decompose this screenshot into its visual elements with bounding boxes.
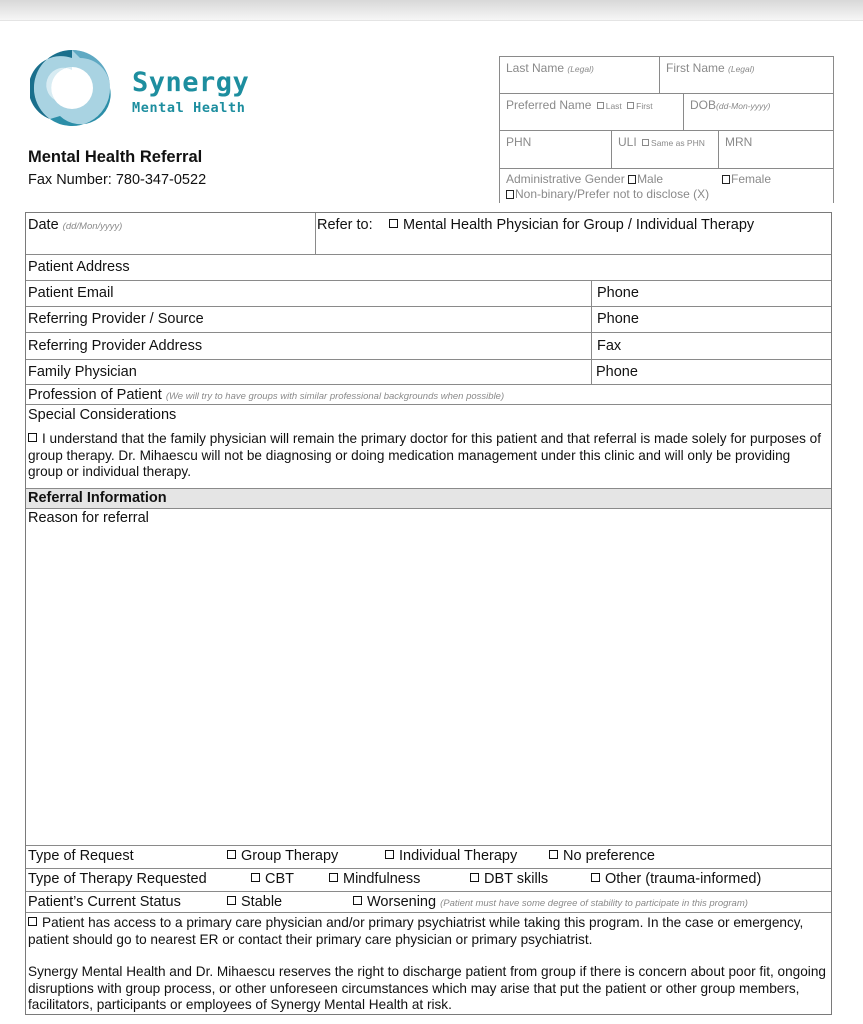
pref-last-checkbox[interactable] (597, 102, 604, 109)
gender-label: Administrative Gender Male (506, 172, 664, 186)
gender-nonbinary-checkbox[interactable] (506, 190, 514, 199)
other-option[interactable]: Other (trauma-informed) (591, 871, 761, 888)
brand-subtitle: Mental Health (132, 100, 246, 116)
mindfulness-option[interactable]: Mindfulness (329, 871, 420, 888)
mrn-field[interactable]: MRN (725, 135, 753, 149)
understand-statement: I understand that the family physician will remain the primary doctor for this patient and that referral is made solely for purposes of group therapy. Dr. Mihaescu will not be diagnosing or doing medication management under this clinic and will only be providing group or individual therapy. (28, 431, 821, 480)
stable-checkbox[interactable] (227, 896, 236, 905)
gender-male-checkbox[interactable] (628, 175, 636, 184)
patient-phone-field[interactable]: Phone (597, 285, 639, 301)
other-checkbox[interactable] (591, 873, 600, 882)
refer-checkbox[interactable] (389, 219, 398, 228)
physician-phone-field[interactable]: Phone (596, 364, 638, 380)
pref-first-checkbox[interactable] (627, 102, 634, 109)
brand-name: Synergy (132, 67, 250, 98)
provider-fax-field[interactable]: Fax (597, 338, 622, 354)
group-therapy-checkbox[interactable] (227, 850, 236, 859)
cbt-checkbox[interactable] (251, 873, 260, 882)
last-name-field[interactable]: Last Name (Legal) (506, 61, 594, 75)
access-checkbox[interactable] (28, 917, 37, 926)
referring-provider-field[interactable]: Referring Provider / Source (28, 311, 204, 327)
viewer-top-bar (0, 0, 863, 21)
current-status-label: Patient’s Current Status (28, 894, 181, 910)
provider-phone-field[interactable]: Phone (597, 311, 639, 327)
individual-therapy-option[interactable]: Individual Therapy (385, 848, 517, 865)
first-name-field[interactable]: First Name (Legal) (666, 61, 755, 75)
page-title: Mental Health Referral (28, 148, 203, 166)
refer-option[interactable]: Mental Health Physician for Group / Individual Therapy (389, 217, 754, 234)
referral-info-header: Referral Information (26, 489, 831, 508)
patient-email-field[interactable]: Patient Email (28, 285, 114, 301)
preferred-name-field[interactable]: Preferred Name Last First (506, 98, 653, 112)
dbt-checkbox[interactable] (470, 873, 479, 882)
understand-checkbox[interactable] (28, 433, 37, 442)
gender-female-checkbox[interactable] (722, 175, 730, 184)
gender-nonbinary-option[interactable]: Non-binary/Prefer not to disclose (X) (506, 187, 709, 201)
dob-field[interactable]: DOB(dd-Mon-yyyy) (690, 98, 771, 112)
dbt-option[interactable]: DBT skills (470, 871, 548, 888)
special-considerations-label: Special Considerations (28, 407, 177, 423)
referring-address-field[interactable]: Referring Provider Address (28, 338, 203, 354)
individual-therapy-checkbox[interactable] (385, 850, 394, 859)
profession-field[interactable]: Profession of Patient (We will try to have groups with similar professional backgrounds when possible) (28, 387, 505, 403)
cbt-option[interactable]: CBT (251, 871, 294, 888)
date-field[interactable]: Date (dd/Mon/yyyy) (28, 217, 123, 233)
no-preference-option[interactable]: No preference (549, 848, 655, 865)
referral-form (25, 212, 832, 1015)
access-statement: Patient has access to a primary care physician and/or primary psychiatrist while taking this program. In the case or emergency, patient should go to nearest ER or contact their primary care physician or primary psychiatrist. (28, 915, 804, 947)
refer-to-label: Refer to: (317, 217, 373, 233)
type-of-request-label: Type of Request (28, 848, 134, 864)
uli-field[interactable]: ULI Same as PHN (618, 135, 705, 149)
patient-id-box (499, 56, 834, 203)
family-physician-field[interactable]: Family Physician (28, 364, 137, 380)
synergy-logo-icon (30, 46, 114, 130)
stable-option[interactable]: Stable (227, 894, 282, 911)
mindfulness-checkbox[interactable] (329, 873, 338, 882)
patient-address-field[interactable]: Patient Address (28, 259, 130, 275)
gender-female-option[interactable]: Female (722, 172, 771, 186)
fax-number: Fax Number: 780-347-0522 (28, 172, 207, 188)
phn-field[interactable]: PHN (506, 135, 532, 149)
discharge-statement: Synergy Mental Health and Dr. Mihaescu reserves the right to discharge patient from group if there is concern about poor fit, ongoing disruptions with group process, or other unforeseen circumstances which may arise that put the patient or other group members, facilitators, participants or employees of Synergy Mental Health at risk. (28, 964, 826, 1013)
reason-for-referral-field[interactable]: Reason for referral (28, 510, 149, 526)
type-of-therapy-label: Type of Therapy Requested (28, 871, 207, 887)
no-preference-checkbox[interactable] (549, 850, 558, 859)
group-therapy-option[interactable]: Group Therapy (227, 848, 338, 865)
worsening-checkbox[interactable] (353, 896, 362, 905)
uli-same-checkbox[interactable] (642, 139, 649, 146)
worsening-option[interactable]: Worsening (Patient must have some degree of stability to participate in this program) (353, 894, 748, 912)
